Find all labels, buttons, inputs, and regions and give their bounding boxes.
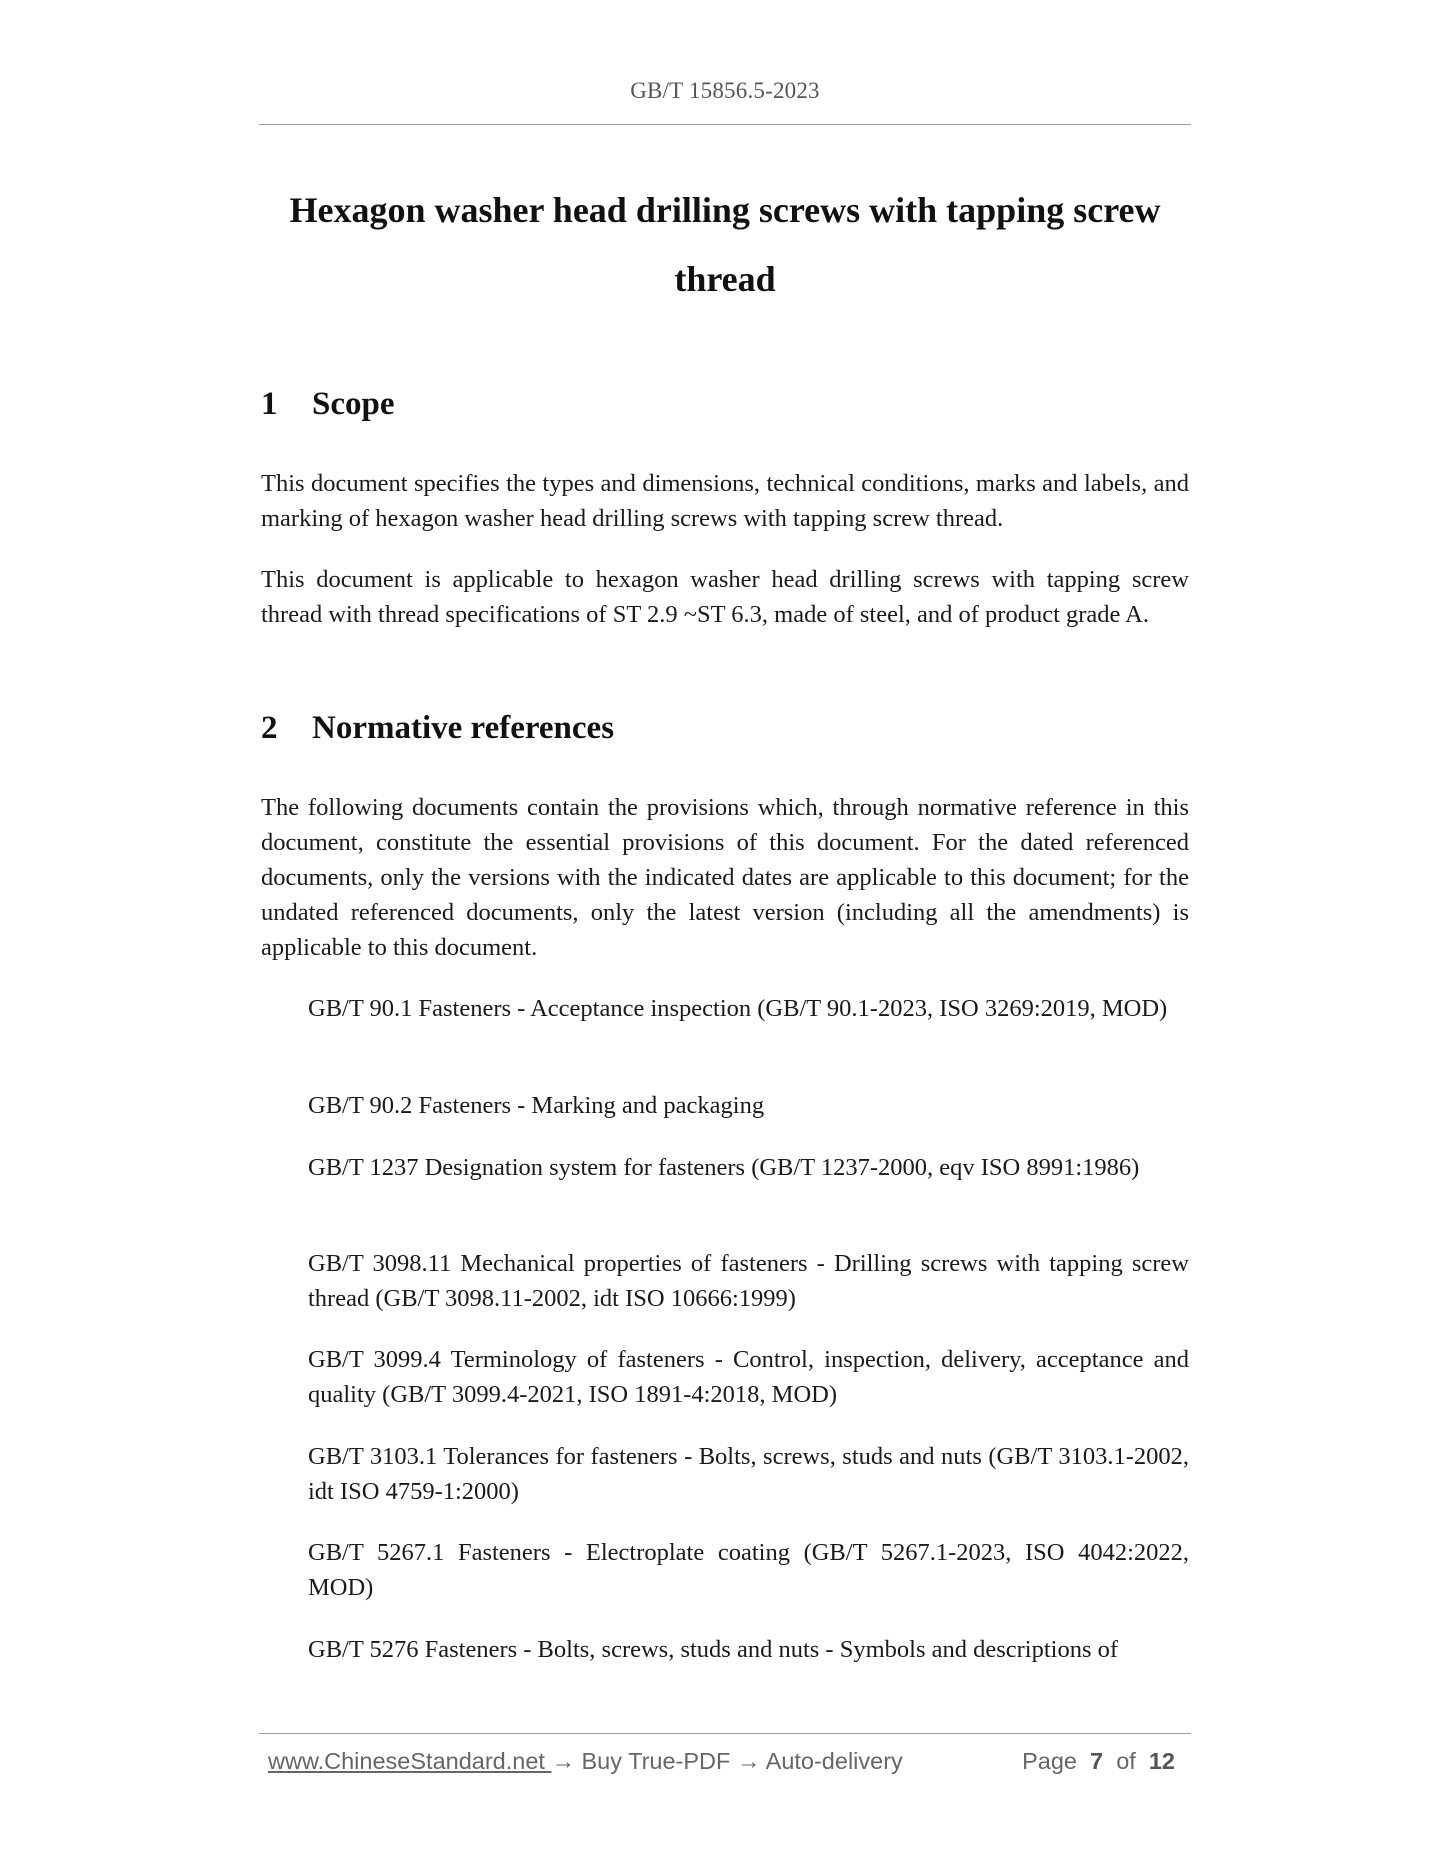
reference-item: GB/T 90.2 Fasteners - Marking and packaging [308,1092,765,1119]
footer-links [268,1748,903,1775]
website-link[interactable]: www.ChineseStandard.net [268,1748,552,1774]
normative-references-intro: The following documents contain the provisions which, through normative reference in this document, constitute the essential provisions of this document. For the dated referenced documents, only the versions with the indicated dates are applicable to this document; for the undated referenced documents, only the latest version (including all the amendments) is applicable to this document. [261,794,1189,961]
section-heading-scope [261,386,395,423]
reference-item: GB/T 3103.1 Tolerances for fasteners - Bolts, screws, studs and nuts (GB/T 3103.1-2002, idt ISO 4759-1:2000) [308,1443,1189,1505]
reference-item: GB/T 5276 Fasteners - Bolts, screws, studs and nuts - Symbols and descriptions of [308,1636,1119,1663]
section-number: 1 [261,386,278,422]
arrow-right-icon: → [736,1748,761,1774]
document-title-line-2: thread [674,259,776,299]
section-heading-normative-references [261,710,614,747]
auto-delivery-text: Auto-delivery [760,1748,903,1774]
footer-divider [259,1733,1191,1734]
reference-item: GB/T 3099.4 Terminology of fasteners - Control, inspection, delivery, acceptance and quality (GB/T 3099.4-2021, ISO 1891-4:2018, MOD) [308,1346,1189,1408]
running-header: GB/T 15856.5-2023 [630,78,820,103]
scope-paragraph-2: This document is applicable to hexagon washer head drilling screws with tapping screw thread with thread specifications of ST 2.9 ~ST 6.3, made of steel, and of product grade A. [261,566,1189,628]
section-title: Scope [312,386,395,422]
scope-paragraph-1: This document specifies the types and dimensions, technical conditions, marks and labels, and marking of hexagon washer head drilling screws with tapping screw thread. [261,470,1189,532]
section-number: 2 [261,710,278,746]
arrow-right-icon: → [551,1748,575,1774]
page-indicator [1022,1748,1175,1775]
current-page-number: 7 [1090,1748,1104,1774]
reference-item: GB/T 1237 Designation system for fasteners (GB/T 1237-2000, eqv ISO 8991:1986) [308,1154,1140,1181]
header-divider [259,124,1191,125]
reference-item: GB/T 3098.11 Mechanical properties of fasteners - Drilling screws with tapping screw thread (GB/T 3098.11-2002, idt ISO 10666:1999) [308,1250,1189,1312]
reference-item: GB/T 5267.1 Fasteners - Electroplate coating (GB/T 5267.1-2023, ISO 4042:2022, MOD) [308,1539,1189,1601]
of-label: of [1116,1748,1136,1774]
document-title-line-1: Hexagon washer head drilling screws with tapping screw [289,190,1161,230]
document-title [259,176,1191,314]
page-label: Page [1022,1748,1077,1774]
page-footer [268,1748,1183,1784]
total-pages-number: 12 [1148,1748,1175,1774]
section-title: Normative references [312,710,615,746]
buy-pdf-text: Buy True-PDF [574,1748,737,1774]
reference-item: GB/T 90.1 Fasteners - Acceptance inspection (GB/T 90.1-2023, ISO 3269:2019, MOD) [308,995,1168,1022]
